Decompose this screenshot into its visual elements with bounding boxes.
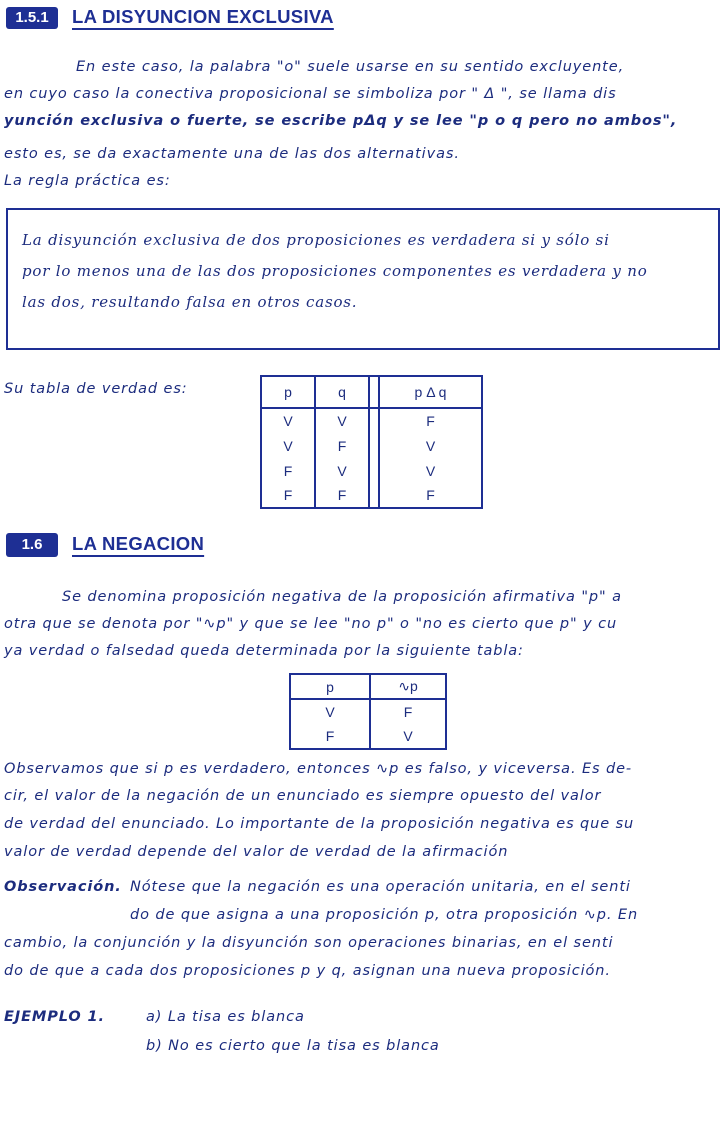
table-cell: F: [290, 724, 370, 749]
table-cell: V: [379, 433, 482, 458]
table-header: ∿p: [370, 674, 446, 699]
section-number-badge: 1.5.1: [6, 7, 58, 29]
table-header: p: [290, 674, 370, 699]
table-cell: F: [370, 699, 446, 724]
section-title: LA NEGACION: [72, 533, 205, 554]
table-cell: F: [379, 408, 482, 433]
table-cell: V: [261, 408, 315, 433]
exclusive-disjunction-truth-table: [260, 375, 483, 509]
note-line: do de que a cada dos proposiciones p y q, asignan una nueva proposición.: [4, 963, 611, 979]
table-double-rule: [369, 408, 379, 433]
note-line: Nótese que la negación es una operación unitaria, en el senti: [130, 879, 631, 895]
table-cell: V: [315, 458, 369, 483]
observation-line: Observamos que si p es verdadero, entonces ∿p es falso, y viceversa. Es de-: [4, 761, 633, 777]
paragraph-line: esto es, se da exactamente una de las dos alternativas.: [4, 146, 460, 162]
table-cell: V: [261, 433, 315, 458]
table-double-rule: [369, 458, 379, 483]
table-double-rule: [369, 433, 379, 458]
table-cell: V: [379, 458, 482, 483]
paragraph-line: ya verdad o falsedad queda determinada por la siguiente tabla:: [4, 643, 524, 659]
table-intro: Su tabla de verdad es:: [4, 381, 188, 397]
paragraph-line: en cuyo caso la conectiva proposicional se simboliza por " Δ ", se llama dis: [4, 86, 617, 102]
rule-line: La disyunción exclusiva de dos proposiciones es verdadera si y sólo si: [22, 231, 610, 249]
example-line: b) No es cierto que la tisa es blanca: [146, 1038, 440, 1054]
rule-line: por lo menos una de las dos proposiciones componentes es verdadera y no: [22, 262, 648, 280]
table-header: q: [315, 376, 369, 408]
observation-line: valor de verdad depende del valor de verdad de la afirmación: [4, 844, 509, 860]
table-cell: V: [315, 408, 369, 433]
table-double-rule: [369, 483, 379, 508]
negation-truth-table: [289, 673, 447, 750]
paragraph-line: Se denomina proposición negativa de la proposición afirmativa "p" a: [62, 589, 622, 605]
paragraph-line: En este caso, la palabra "o" suele usarse en su sentido excluyente,: [76, 59, 625, 75]
paragraph-line: otra que se denota por "∿p" y que se lee "no p" o "no es cierto que p" y cu: [4, 616, 618, 632]
table-cell: V: [370, 724, 446, 749]
note-line: cambio, la conjunción y la disyunción son operaciones binarias, en el senti: [4, 935, 614, 951]
observation-line: de verdad del enunciado. Lo importante de la proposición negativa es que su: [4, 816, 635, 832]
rule-line: las dos, resultando falsa en otros casos.: [22, 293, 358, 311]
table-row: [290, 724, 446, 749]
example-line: a) La tisa es blanca: [146, 1009, 305, 1025]
table-row: [261, 408, 482, 433]
paragraph-line: yunción exclusiva o fuerte, se escribe pΔq y se lee "p o q pero no ambos",: [4, 113, 678, 129]
table-cell: F: [379, 483, 482, 508]
table-row: [261, 458, 482, 483]
table-row: [261, 433, 482, 458]
table-double-rule: [369, 376, 379, 408]
paragraph-line: La regla práctica es:: [4, 173, 171, 189]
section-number-badge: 1.6: [6, 533, 58, 557]
table-cell: F: [315, 433, 369, 458]
table-header: p: [261, 376, 315, 408]
table-row: [290, 699, 446, 724]
table-cell: F: [261, 483, 315, 508]
section-title: LA DISYUNCION EXCLUSIVA: [72, 6, 334, 27]
observation-line: cir, el valor de la negación de un enunciado es siempre opuesto del valor: [4, 788, 602, 804]
table-row: [261, 483, 482, 508]
table-cell: V: [290, 699, 370, 724]
table-cell: F: [261, 458, 315, 483]
note-line: do de que asigna a una proposición p, otra proposición ∿p. En: [130, 907, 639, 923]
table-header: p Δ q: [379, 376, 482, 408]
example-label: EJEMPLO 1.: [4, 1009, 105, 1025]
table-cell: F: [315, 483, 369, 508]
note-label: Observación.: [4, 879, 122, 895]
